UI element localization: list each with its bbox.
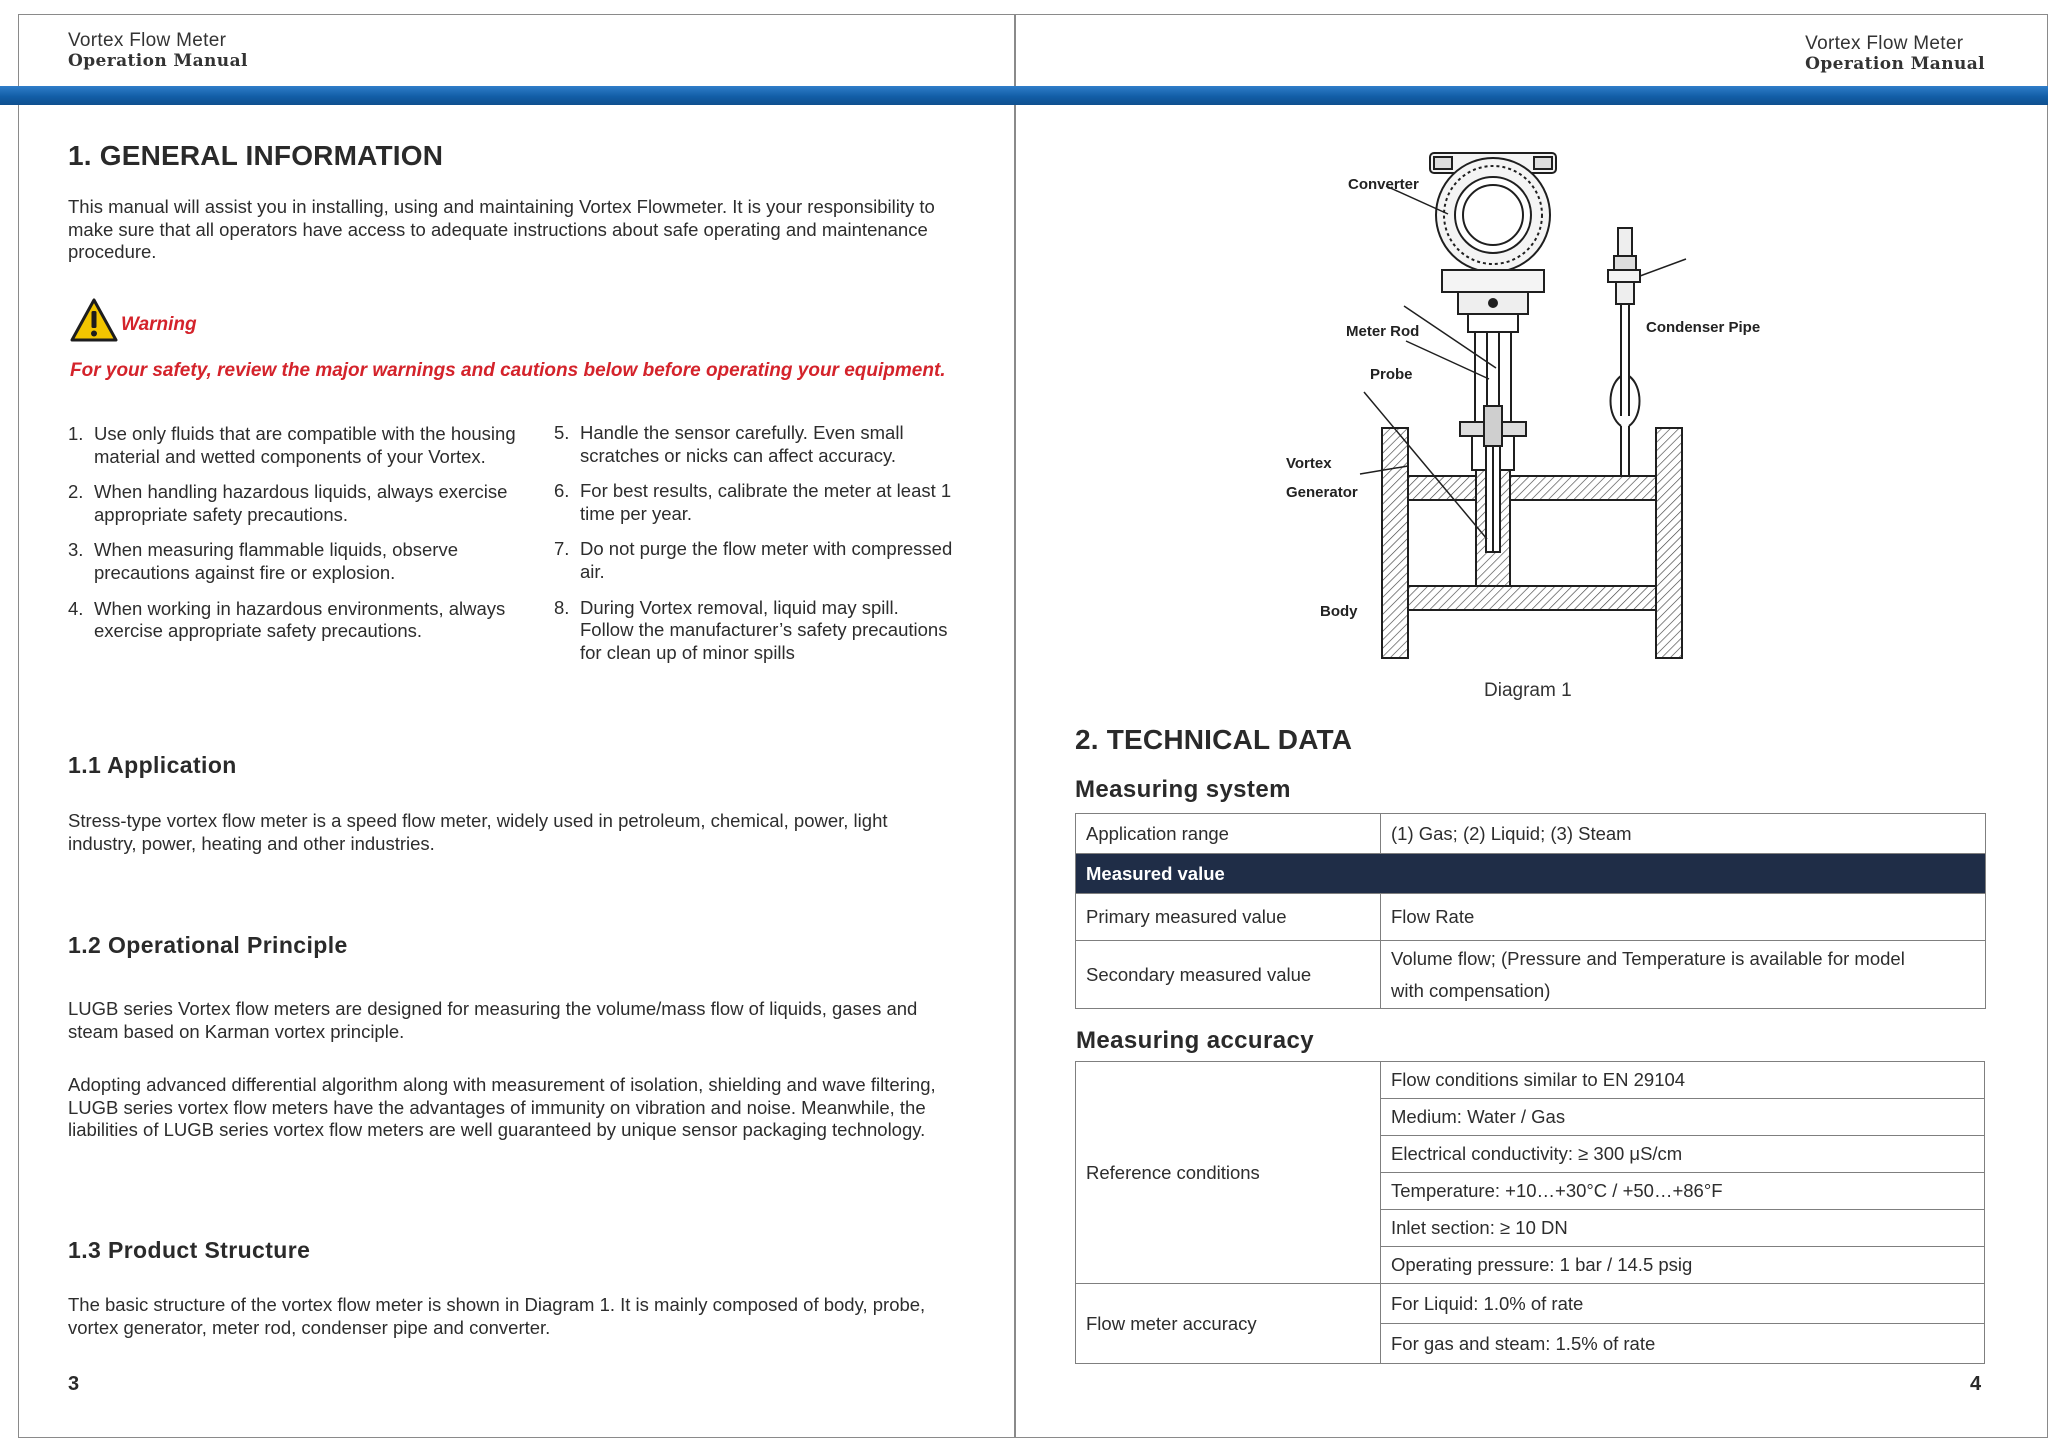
list-item xyxy=(554,480,954,525)
diagram-label-condenser-pipe: Condenser Pipe xyxy=(1646,319,1761,336)
diagram-label-generator: Generator xyxy=(1286,484,1358,501)
right-header-subtitle: Operation Manual xyxy=(1805,53,1985,74)
list-item-number: 2. xyxy=(68,481,84,503)
table-row xyxy=(1076,814,1986,854)
measuring-accuracy-table xyxy=(1075,1061,1985,1364)
right-header-title: Vortex Flow Meter xyxy=(1805,33,1964,54)
diagram-label-meter-rod: Meter Rod xyxy=(1346,323,1420,340)
measuring-accuracy-title: Measuring accuracy xyxy=(1076,1027,1314,1054)
reference-conditions-label: Reference conditions xyxy=(1076,1062,1381,1284)
list-item-text: Do not purge the flow meter with compressed air. xyxy=(580,538,953,582)
list-item-number: 7. xyxy=(554,538,570,560)
list-item xyxy=(554,538,954,583)
secondary-measured-value xyxy=(1381,941,1986,1009)
section1-title: 1. GENERAL INFORMATION xyxy=(68,140,444,171)
list-item-text: When handling hazardous liquids, always exercise appropriate safety precautions. xyxy=(94,481,508,525)
list-item-text: When measuring flammable liquids, observe precautions against fire or explosion. xyxy=(94,539,459,583)
list-item xyxy=(554,422,954,467)
reference-condition-value: Inlet section: ≥ 10 DN xyxy=(1381,1210,1985,1247)
list-item-number: 6. xyxy=(554,480,570,502)
section-1-2-title: 1.2 Operational Principle xyxy=(68,932,348,958)
table-row xyxy=(1076,894,1986,941)
warnings-list-col1 xyxy=(68,423,548,643)
measuring-system-table xyxy=(1075,813,1986,1009)
secondary-value-line2: with compensation) xyxy=(1391,979,1551,1001)
list-item-number: 4. xyxy=(68,597,84,619)
table-row xyxy=(1076,941,1986,1009)
list-item-text: For best results, calibrate the meter at least 1 time per year. xyxy=(580,480,952,524)
list-item xyxy=(554,597,954,665)
table-row xyxy=(1076,854,1986,894)
list-item xyxy=(68,539,548,584)
header-band xyxy=(0,86,2048,105)
page-number-left: 3 xyxy=(68,1373,80,1395)
diagram-label-probe: Probe xyxy=(1370,366,1413,383)
diagram-label-converter: Converter xyxy=(1348,176,1419,193)
secondary-measured-label: Secondary measured value xyxy=(1076,941,1381,1009)
primary-measured-label: Primary measured value xyxy=(1076,894,1381,941)
accuracy-value: For gas and steam: 1.5% of rate xyxy=(1381,1324,1985,1364)
warning-icon xyxy=(70,298,118,342)
measuring-system-title: Measuring system xyxy=(1075,776,1291,803)
warning-label: Warning xyxy=(121,314,197,335)
list-item-text: When working in hazardous environments, always exercise appropriate safety precautions. xyxy=(94,597,506,642)
vortex-meter-diagram xyxy=(1282,146,1782,666)
right-header xyxy=(1805,33,1985,74)
table-row xyxy=(1076,1062,1985,1099)
reference-condition-value: Operating pressure: 1 bar / 14.5 psig xyxy=(1381,1247,1985,1284)
warning-note: For your safety, review the major warnings and cautions below before operating your equipment. xyxy=(70,360,946,381)
list-item-number: 3. xyxy=(68,539,84,561)
reference-condition-value: Flow conditions similar to EN 29104 xyxy=(1381,1062,1985,1099)
reference-condition-value: Electrical conductivity: ≥ 300 μS/cm xyxy=(1381,1136,1985,1173)
application-range-value: (1) Gas; (2) Liquid; (3) Steam xyxy=(1381,814,1986,854)
primary-measured-value: Flow Rate xyxy=(1381,894,1986,941)
list-item-text: Handle the sensor carefully. Even small scratches or nicks can affect accuracy. xyxy=(580,422,904,466)
flow-meter-accuracy-label: Flow meter accuracy xyxy=(1076,1284,1381,1364)
reference-condition-value: Medium: Water / Gas xyxy=(1381,1099,1985,1136)
section-1-1-text: Stress-type vortex flow meter is a speed flow meter, widely used in petroleum, chemical, power, light industry, power, heating and other industries. xyxy=(68,810,888,854)
list-item xyxy=(68,598,548,643)
section-1-2-text1: LUGB series Vortex flow meters are designed for measuring the volume/mass flow of liquids, gases and steam based on Karman vortex principle. xyxy=(68,998,918,1042)
left-header-subtitle: Operation Manual xyxy=(68,50,248,71)
list-item-number: 5. xyxy=(554,422,570,443)
list-item-text: During Vortex removal, liquid may spill. Follow the manufacturer’s safety precautions for clean up of minor spills xyxy=(580,596,948,663)
reference-condition-value: Temperature: +10…+30°C / +50…+86°F xyxy=(1381,1173,1985,1210)
page-divider xyxy=(1014,14,1016,1438)
diagram-label-vortex: Vortex xyxy=(1286,455,1332,472)
application-range-label: Application range xyxy=(1076,814,1381,854)
secondary-value-line1: Volume flow; (Pressure and Temperature is available for model xyxy=(1391,947,1905,969)
measured-value-header: Measured value xyxy=(1076,854,1986,894)
page-number-right: 4 xyxy=(1970,1373,1982,1395)
list-item-number: 8. xyxy=(554,596,570,618)
section-1-2-text2: Adopting advanced differential algorithm along with measurement of isolation, shielding and wave filtering, LUGB series vortex flow meters have the advantages of immunity on vibration and noise. Meanwhile, the liabilities of LUGB series vortex flow meters are well guaranteed by unique sensor packaging technology. xyxy=(68,1074,936,1141)
list-item-number: 1. xyxy=(68,423,84,444)
intro-paragraph: This manual will assist you in installing, using and maintaining Vortex Flowmeter. It is your responsibility to make sure that all operators have access to adequate instructions about safe operating and maintenance procedure. xyxy=(68,196,935,263)
diagram-caption: Diagram 1 xyxy=(1484,680,1572,701)
list-item xyxy=(68,481,548,526)
list-item-text: Use only fluids that are compatible with the housing material and wetted components of your Vortex. xyxy=(94,423,516,467)
left-header xyxy=(68,30,248,71)
diagram-label-body: Body xyxy=(1320,603,1358,620)
table-row xyxy=(1076,1284,1985,1324)
left-header-title: Vortex Flow Meter xyxy=(68,30,227,51)
section-1-3-text: The basic structure of the vortex flow meter is shown in Diagram 1. It is mainly composed of body, probe, vortex generator, meter rod, condenser pipe and converter. xyxy=(68,1294,926,1338)
accuracy-value: For Liquid: 1.0% of rate xyxy=(1381,1284,1985,1324)
section-1-3-title: 1.3 Product Structure xyxy=(68,1237,311,1263)
list-item xyxy=(68,423,548,468)
section2-title: 2. TECHNICAL DATA xyxy=(1075,724,1353,755)
warnings-list-col2 xyxy=(554,422,954,664)
section-1-1-title: 1.1 Application xyxy=(68,752,237,778)
